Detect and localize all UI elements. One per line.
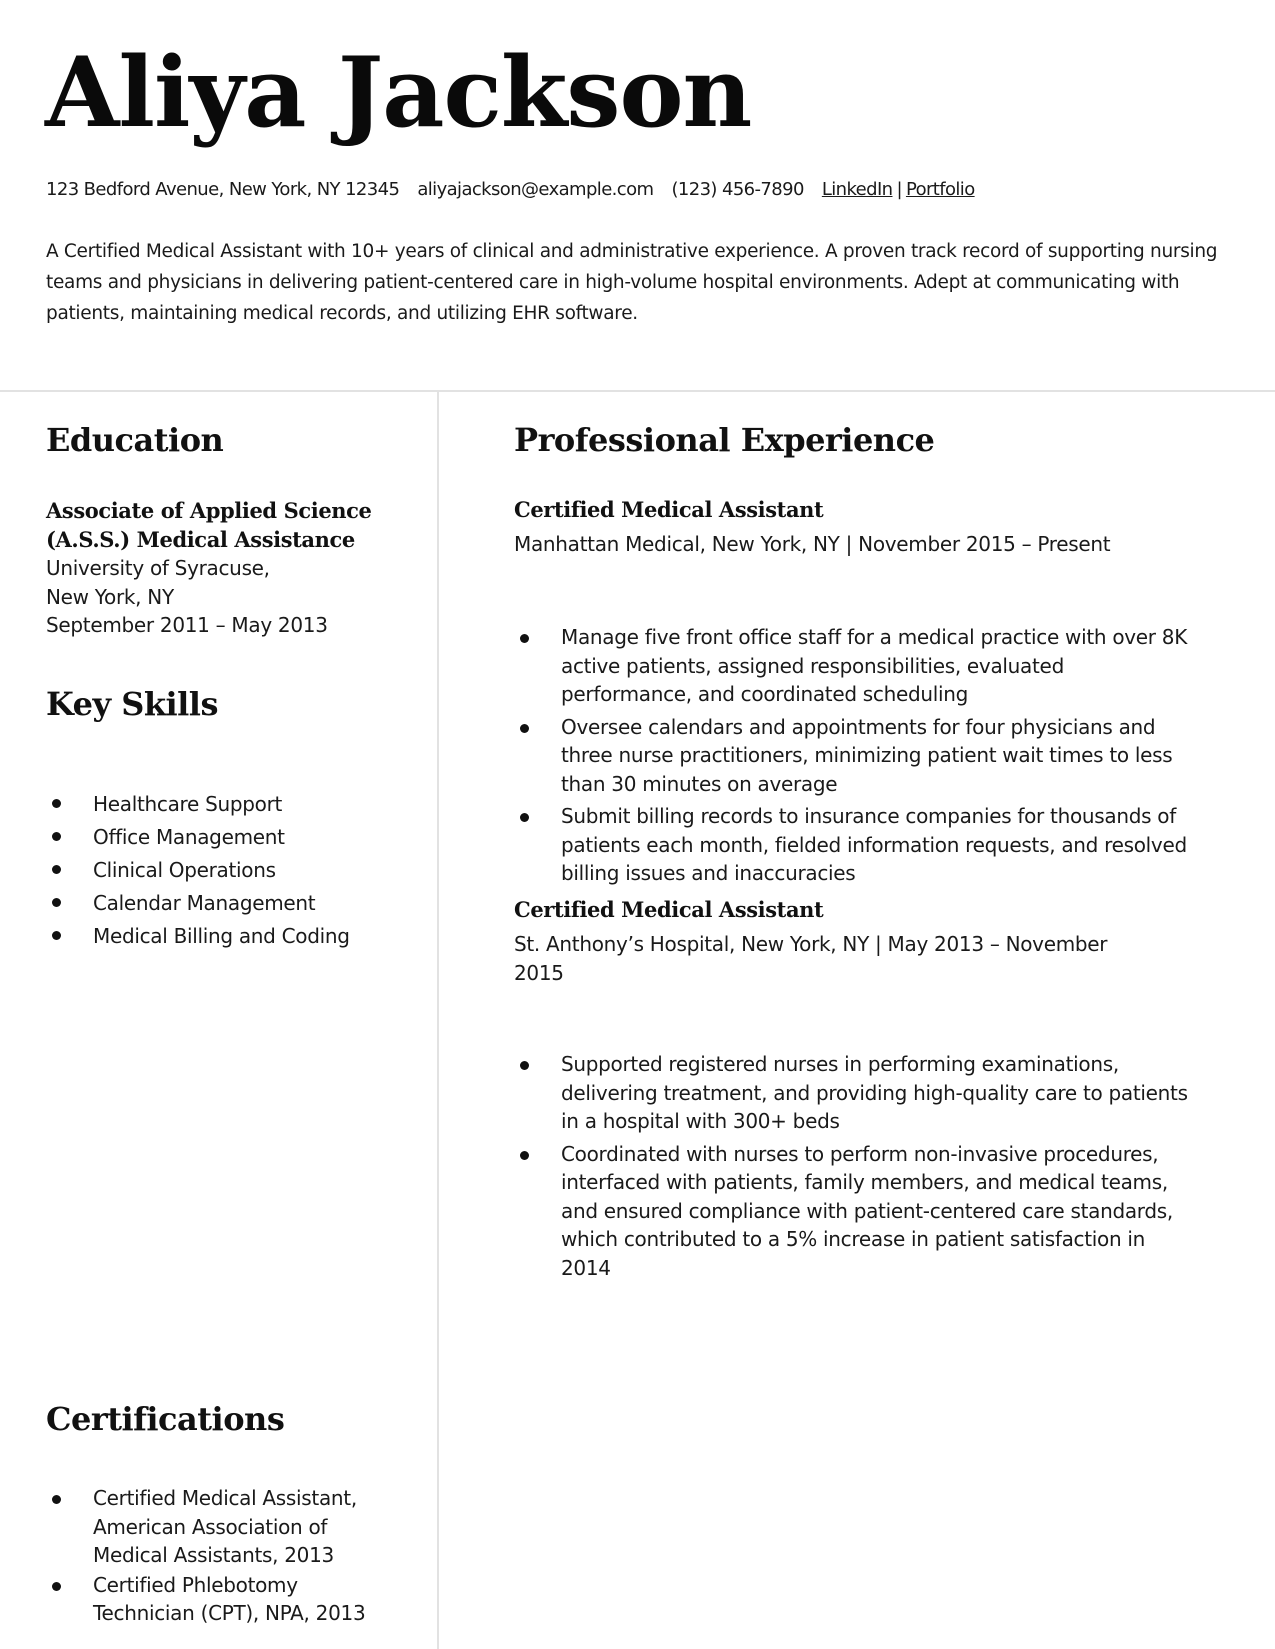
skill-text: Calendar Management [93, 891, 316, 915]
bullet-icon [520, 634, 529, 643]
job-meta: Manhattan Medical, New York, NY | November 2015 – Present [514, 532, 1111, 556]
education-school: University of Syracuse, New York, NY [46, 556, 270, 609]
bullet-text: Manage five front office staff for a medical practice with over 8K active patients, assigned responsibilities, evaluated performance, and coordinated scheduling [561, 625, 1188, 706]
bullet-icon [52, 865, 61, 874]
bullet-text: Oversee calendars and appointments for four physicians and three nurse practitioners, minimizing patient wait times to less than 30 minutes on average [561, 714, 1173, 796]
column-divider [437, 392, 439, 1649]
bullet-icon [520, 813, 529, 822]
certification-text: Certified Medical Assistant, American Association of Medical Assistants, 2013 [93, 1486, 357, 1567]
list-item [514, 623, 1189, 709]
bullet-text: Supported registered nurses in performing examinations, delivering treatment, and providing high-quality care to patients in a hospital with 300+ beds [561, 1052, 1188, 1133]
skill-text: Medical Billing and Coding [93, 924, 350, 948]
job-meta: St. Anthony’s Hospital, New York, NY | May 2013 – November 2015 [514, 932, 1108, 985]
portfolio-link[interactable]: Portfolio [905, 179, 975, 200]
bullet-icon [520, 1061, 529, 1070]
list-item [514, 1050, 1189, 1136]
resume-header [0, 0, 1275, 390]
contact-address: 123 Bedford Avenue, New York, NY 12345 [46, 179, 400, 200]
skills-list [46, 788, 416, 953]
education-dates: September 2011 – May 2013 [46, 613, 328, 637]
certification-text: Certified Phlebotomy Technician (CPT), NPA, 2013 [93, 1572, 366, 1625]
education-heading: Education [46, 421, 224, 459]
job-title: Certified Medical Assistant [514, 497, 824, 522]
bullet-icon [520, 724, 529, 733]
certifications-list [46, 1484, 396, 1629]
bullet-icon [520, 1151, 529, 1160]
list-item [46, 788, 416, 821]
skills-heading: Key Skills [46, 685, 218, 723]
bullet-icon [52, 931, 61, 940]
list-item [46, 854, 416, 887]
bullet-icon [52, 1582, 61, 1591]
bullet-text: Coordinated with nurses to perform non-invasive procedures, interfaced with patients, family members, and medical teams, and ensured compliance with patient-centered care standards, which contributed to a 5% increase in patient satisfaction in 2014 [561, 1141, 1173, 1280]
bullet-icon [52, 898, 61, 907]
list-item [514, 802, 1189, 888]
contact-line [46, 178, 975, 202]
candidate-name: Aliya Jackson [45, 36, 752, 149]
contact-separator: | [896, 179, 902, 200]
list-item [46, 821, 416, 854]
list-item [514, 713, 1189, 799]
bullet-text: Submit billing records to insurance companies for thousands of patients each month, fielded information requests, and resolved billing issues and inaccuracies [561, 804, 1187, 885]
list-item [46, 887, 416, 920]
list-item [46, 1484, 396, 1570]
bullet-icon [52, 1495, 61, 1504]
job-bullets [514, 1050, 1189, 1286]
list-item [46, 920, 416, 953]
professional-summary: A Certified Medical Assistant with 10+ years of clinical and administrative experience. A proven track record of supporting nursing teams and physicians in delivering patient-centered care in high-volume hospital environments. Adept at communicating with patients, maintaining medical records, and utilizing EHR software. [46, 241, 1218, 324]
contact-phone: (123) 456-7890 [671, 179, 804, 200]
education-degree: Associate of Applied Science (A.S.S.) Medical Assistance [46, 498, 372, 552]
linkedin-link[interactable]: LinkedIn [821, 179, 893, 200]
skill-text: Office Management [93, 825, 285, 849]
contact-email: aliyajackson@example.com [417, 179, 654, 200]
certifications-heading: Certifications [46, 1400, 285, 1438]
bullet-icon [52, 832, 61, 841]
experience-heading: Professional Experience [514, 421, 935, 459]
list-item [514, 1140, 1189, 1283]
job-title: Certified Medical Assistant [514, 897, 824, 922]
job-bullets [514, 623, 1189, 892]
bullet-icon [52, 799, 61, 808]
skill-text: Clinical Operations [93, 858, 276, 882]
header-divider [0, 390, 1275, 392]
skill-text: Healthcare Support [93, 792, 283, 816]
list-item [46, 1571, 396, 1628]
